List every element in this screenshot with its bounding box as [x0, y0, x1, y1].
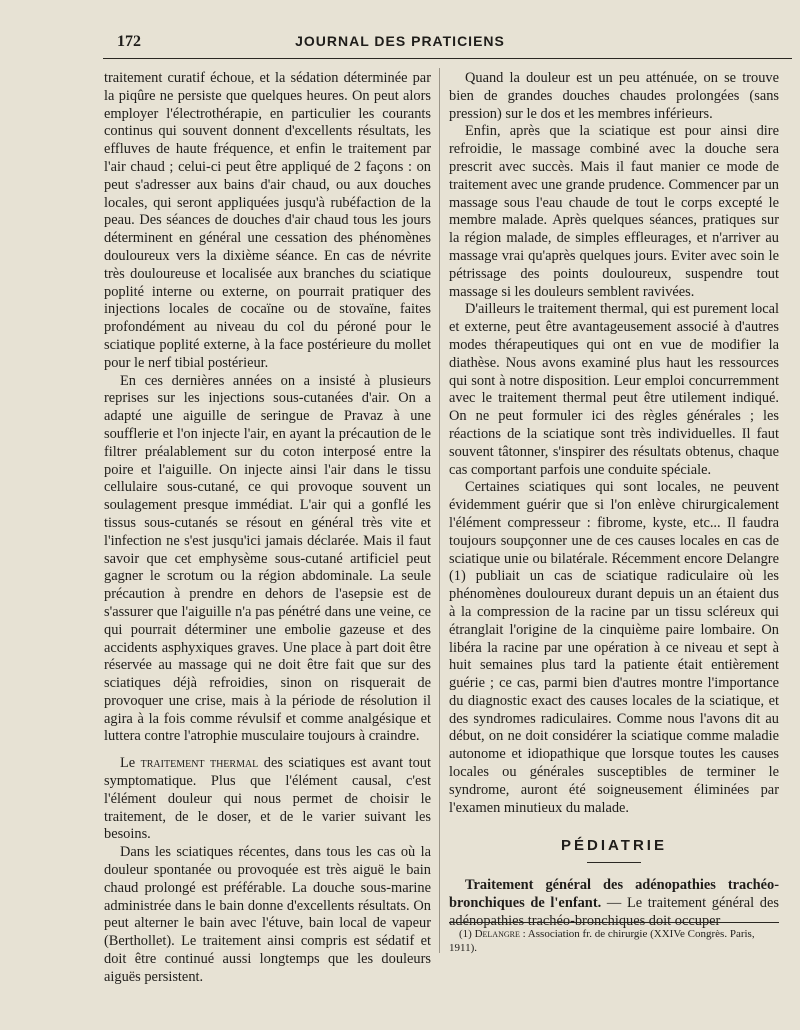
- paragraph-lead-word: Le: [120, 755, 136, 772]
- footnote-text: : Association fr. de chirurgie (XXIVe Congrès. Paris, 1911).: [449, 928, 755, 954]
- footnote-rule: [449, 922, 779, 923]
- paragraph-text: des sciatiques est avant tout symptomatique. Plus que l'élément causal, c'est l'élément douleur qui nous permet de choisir le traitement, de le doser, et de le varier suivant les besoins.: [104, 755, 431, 843]
- section-title: PÉDIATRIE: [561, 837, 667, 855]
- footnote-author: Delangre: [474, 928, 520, 940]
- article-subheading-continuation: — Le traitement général des adénopathies trachéo-bronchiques doit occuper: [449, 895, 779, 929]
- right-column: [449, 70, 779, 931]
- section-rule: [587, 862, 641, 863]
- left-column: [104, 70, 431, 987]
- article-subheading: Traitement général des adénopathies trachéo-bronchiques de l'enfant.: [449, 877, 779, 912]
- left-paragraph-1: traitement curatif échoue, et la sédation déterminée par la piqûre ne persiste que quelques heures. On peut alors employer l'électrothérapie, en particulier les courants continus qui souvent donnent d'excellents résultats, les effluves de haute fréquence, et enfin le traitement par l'air chaud ; celui-ci peut être appliqué de 2 façons : on peut s'adresser aux bains d'air chaud, ou aux douches locales, qui seront appliquées jusqu'à rubéfaction de la peau. Des séances de douches d'air chaud tous les jours déterminent en général une cessation des phénomènes douloureux vers la dixième séance. En cas de névrite très douloureuse et localisée aux branches du sciatique poplité interne ou externe, on pourrait pratiquer des injections locales de cocaïne ou de stovaïne, faites profondément au niveau du col du péroné pour le sciatique poplité externe, à la face postérieure du mollet pour le nerf tibial postérieur.: [104, 70, 431, 371]
- right-paragraph-1: Quand la douleur est un peu atténuée, on se trouve bien de grandes douches chaudes prolongées (sans pression) sur le dos et les membres inférieurs.: [449, 70, 779, 122]
- thermal-treatment-term: traitement thermal: [140, 755, 259, 772]
- right-paragraph-2: Enfin, après que la sciatique est pour ainsi dire refroidie, le massage combiné avec la douche sera prescrit avec succès. Mais il faut manier ce mode de traitement avec une grande prudence. Commencer par un massage sous l'eau chaude de tout le corps excepté le membre malade. Après quelques séances, pratiques sur la région malade, de simples effleurages, et n'arriver au massage vrai qu'après quelques jours. Eviter avec soin le pétrissage des points douloureux, suspendre tout massage si les douleurs semblent ravivées.: [449, 123, 779, 300]
- footnote-marker: (1): [459, 928, 472, 940]
- footnote: [449, 927, 779, 955]
- right-paragraph-3: D'ailleurs le traitement thermal, qui est purement local et externe, peut être avantageusement associé à d'autres modes thérapeutiques qui ont en vue de modifier la diathèse. Nous avons examiné plus haut les ressources qui sont à notre disposition. Leur emploi concurremment avec le traitement thermal peut être utilement indiqué. On ne peut formuler ici des règles générales ; les réactions de la sciatique sont très individuelles. Il faut souvent tâtonner, s'inspirer des résultats obtenus, chaque cas comportant parfois une conduite spéciale.: [449, 301, 779, 478]
- left-paragraph-3: [104, 755, 431, 844]
- journal-title: JOURNAL DES PRATICIENS: [295, 33, 505, 49]
- left-paragraph-4: Dans les sciatiques récentes, dans tous les cas où la douleur spontanée ou provoquée est très aiguë le bain chaud prolongé est préférable. La douche sous-marine administrée dans le bain donne d'excellents résultats. On peut alterner le bain avec l'étuve, bain local de vapeur (Berthollet). Le traitement ainsi compris est sédatif et doit être continué aussi longtemps que les douleurs aiguës persistent.: [104, 844, 431, 985]
- page-number: 172: [117, 33, 141, 50]
- left-paragraph-2: En ces dernières années on a insisté à plusieurs reprises sur les injections sous-cutanées d'air. On a adapté une aiguille de seringue de Pravaz à une soufflerie et l'on injecte l'air, en ayant la précaution de le filtrer préalablement sur du coton interposé entre la poire et l'aiguille. On injecte ainsi l'air dans le tissu cellulaire sous-cutané, ce qui provoque souvent un soulagement presque immédiat. L'air qui a gonflé les tissus sous-cutanés se résout en général très vite et l'infection ne s'est jusqu'ici jamais déclarée. Mais il faut savoir que cet emphysème sous-cutané artificiel peut gagner le scrotum ou la région abdominale. La seule précaution à prendre en dehors de l'asepsie est de s'assurer que l'aiguille n'a pas pénétré dans une veine, ce qui pourrait déterminer une embolie gazeuse et des accidents asphyxiques graves. Une place à part doit être réservée au massage qui ne doit être fait que sur des sciatiques déjà refroidies, sinon on risquerait de provoquer une crise, mais à la période de résolution il agira à la fois comme révulsif et comme analgésique et luttera contre l'atrophie musculaire toujours à craindre.: [104, 372, 431, 745]
- right-paragraph-4: Certaines sciatiques qui sont locales, ne peuvent évidemment guérir que si l'on enlève chirurgicalement l'élément compresseur : fibrome, kyste, etc... Il faudra toujours soupçonner une de ces causes locales en cas de sciatique unie ou bilatérale. Récemment encore Delangre (1) publiait un cas de sciatique radiculaire où les phénomènes douloureux durant depuis un an étaient dus à la compression de la racine par un tissu scléreux qui étranglait l'origine de la cinquième paire lombaire. On libéra la racine par une opération à ce niveau et sept à huit semaines plus tard la patiente était entièrement guérie ; ce cas, parmi bien d'autres montre l'importance du diagnostic exact des causes locales de la sciatique, et des syndromes radiculaires. Comme nous l'avons dit au début, on ne doit considérer la sciatique comme maladie autonome et idiopathique que lorsque toutes les causes locales ou générales susceptibles de terminer le syndrome, auront été soigneusement éliminées par l'examen minutieux du malade.: [449, 479, 779, 816]
- header-rule: [103, 58, 792, 59]
- column-divider: [439, 68, 440, 953]
